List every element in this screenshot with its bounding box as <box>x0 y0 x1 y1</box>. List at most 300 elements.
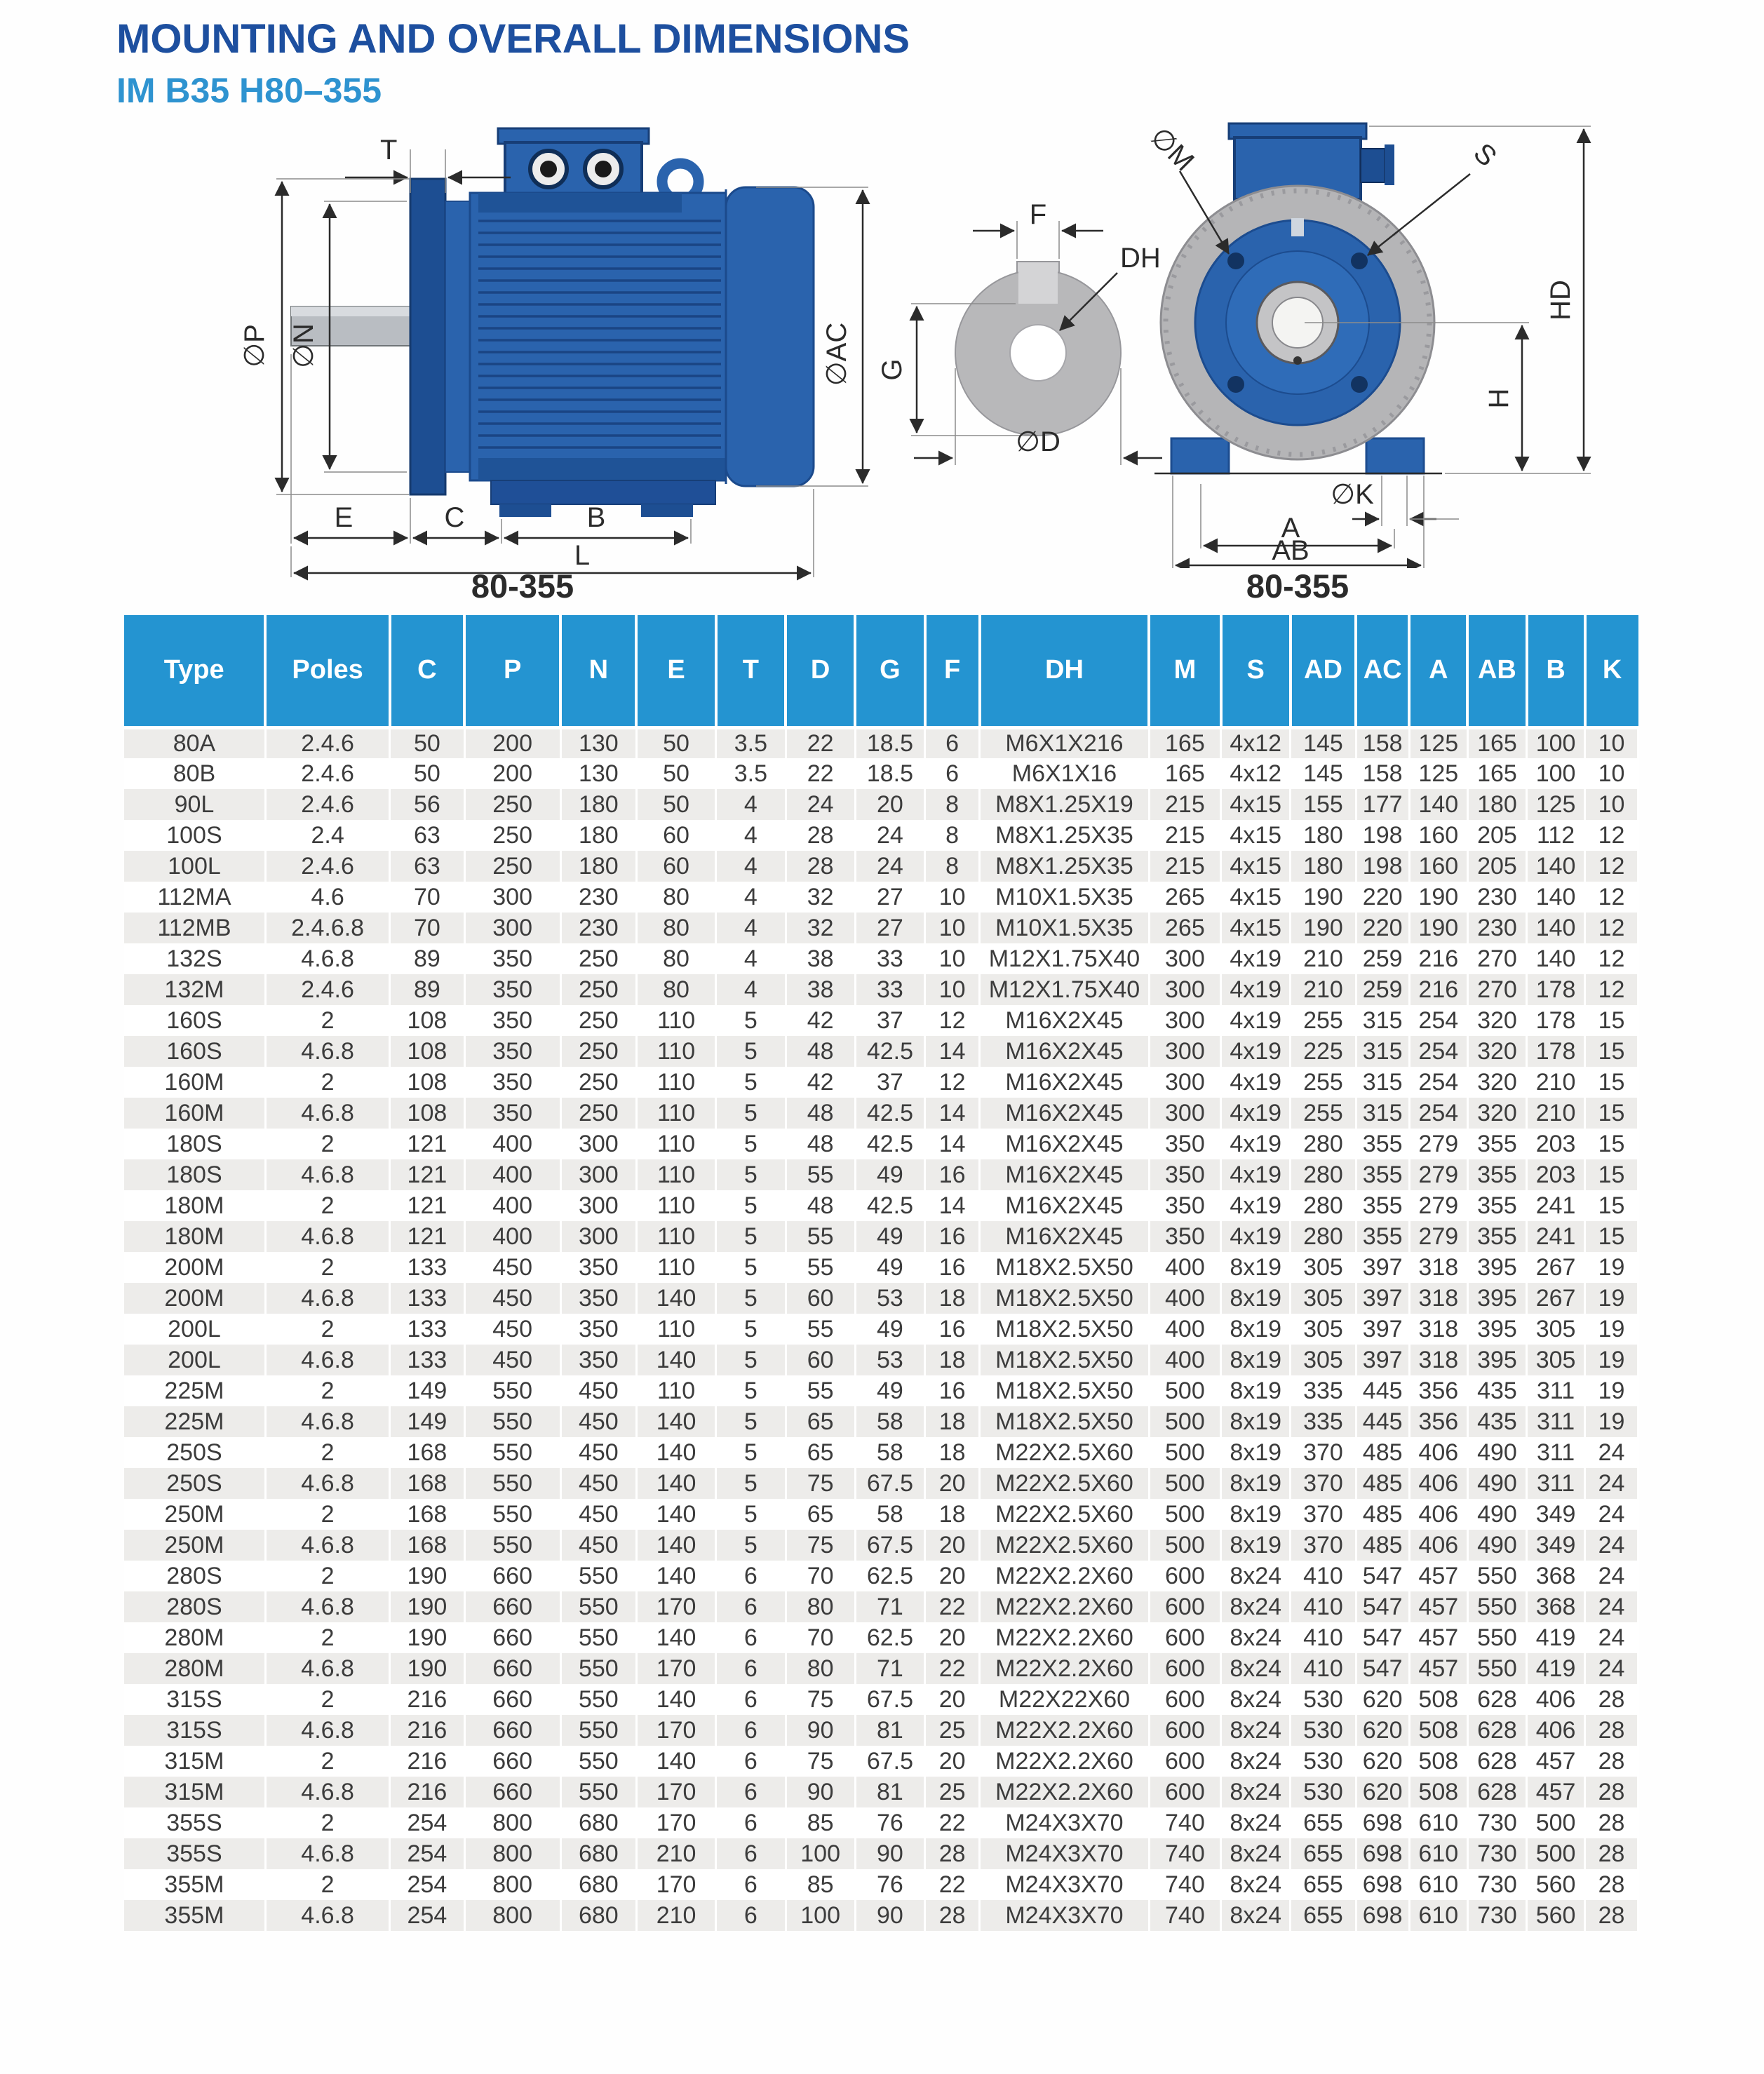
table-cell: 4x19 <box>1221 1221 1291 1252</box>
table-cell: 15 <box>1585 1036 1638 1067</box>
table-cell: 80 <box>636 882 715 913</box>
table-cell: 8x24 <box>1221 1838 1291 1869</box>
table-cell: 90 <box>855 1838 924 1869</box>
table-cell: 110 <box>636 1067 715 1098</box>
table-cell: 600 <box>1149 1561 1220 1591</box>
table-cell: 14 <box>925 1036 980 1067</box>
column-header-a: A <box>1409 615 1467 727</box>
table-row <box>124 758 1638 789</box>
table-row <box>124 1406 1638 1437</box>
table-cell: 6 <box>716 1622 786 1653</box>
table-cell: M22X2.2X60 <box>980 1561 1150 1591</box>
table-cell: 4x12 <box>1221 758 1291 789</box>
table-cell: 450 <box>560 1375 636 1406</box>
table-cell: 63 <box>390 851 464 882</box>
column-header-n: N <box>560 615 636 727</box>
table-cell: 300 <box>560 1190 636 1221</box>
table-cell: 10 <box>925 913 980 943</box>
dim-label-AC: ∅AC <box>821 322 852 386</box>
table-cell: 254 <box>1409 1067 1467 1098</box>
table-cell: 16 <box>925 1314 980 1345</box>
table-cell: 300 <box>1149 1067 1220 1098</box>
table-cell: 550 <box>1467 1653 1526 1684</box>
table-cell: 250 <box>464 851 560 882</box>
table-cell: 10 <box>1585 758 1638 789</box>
table-cell: 450 <box>560 1468 636 1499</box>
table-cell: 180 <box>560 820 636 851</box>
table-cell: 168 <box>390 1468 464 1499</box>
column-header-ad: AD <box>1291 615 1356 727</box>
table-cell: 610 <box>1409 1807 1467 1838</box>
dim-label-C: C <box>444 502 465 533</box>
table-cell: 6 <box>716 1777 786 1807</box>
table-cell: 457 <box>1409 1561 1467 1591</box>
table-cell: 254 <box>1409 1036 1467 1067</box>
table-cell: 250 <box>464 820 560 851</box>
table-cell: M16X2X45 <box>980 1005 1150 1036</box>
table-cell: 2 <box>265 1375 389 1406</box>
table-cell: 125 <box>1409 727 1467 758</box>
table-cell: 22 <box>925 1591 980 1622</box>
table-cell: 110 <box>636 1314 715 1345</box>
table-cell: 140 <box>636 1345 715 1375</box>
table-cell: 255 <box>1291 1005 1356 1036</box>
table-cell: 620 <box>1356 1746 1409 1777</box>
table-cell: 2 <box>265 1437 389 1468</box>
table-cell: 16 <box>925 1159 980 1190</box>
table-cell: 140 <box>636 1499 715 1530</box>
table-cell: 660 <box>464 1653 560 1684</box>
table-cell: 660 <box>464 1622 560 1653</box>
table-cell: 12 <box>1585 913 1638 943</box>
table-cell: 65 <box>786 1437 855 1468</box>
table-cell: 355 <box>1356 1190 1409 1221</box>
table-cell: 100S <box>124 820 265 851</box>
table-row <box>124 1283 1638 1314</box>
table-cell: 110 <box>636 1098 715 1129</box>
table-cell: M22X2.2X60 <box>980 1622 1150 1653</box>
table-cell: 698 <box>1356 1838 1409 1869</box>
table-cell: 216 <box>390 1777 464 1807</box>
table-cell: 178 <box>1527 1005 1585 1036</box>
table-row <box>124 1622 1638 1653</box>
table-cell: 48 <box>786 1036 855 1067</box>
table-cell: 450 <box>560 1437 636 1468</box>
table-cell: 85 <box>786 1869 855 1900</box>
table-cell: 8x19 <box>1221 1406 1291 1437</box>
table-cell: 80 <box>636 943 715 974</box>
table-cell: 300 <box>1149 943 1220 974</box>
table-cell: 6 <box>716 1653 786 1684</box>
table-cell: 318 <box>1409 1252 1467 1283</box>
table-cell: 8x19 <box>1221 1437 1291 1468</box>
table-cell: 410 <box>1291 1561 1356 1591</box>
table-cell: 8x24 <box>1221 1653 1291 1684</box>
table-cell: 132S <box>124 943 265 974</box>
table-cell: 4x15 <box>1221 882 1291 913</box>
table-cell: 158 <box>1356 758 1409 789</box>
table-cell: 320 <box>1467 1005 1526 1036</box>
table-cell: 203 <box>1527 1159 1585 1190</box>
table-cell: 485 <box>1356 1468 1409 1499</box>
table-cell: 4x19 <box>1221 1005 1291 1036</box>
table-cell: 410 <box>1291 1591 1356 1622</box>
table-cell: 550 <box>560 1622 636 1653</box>
table-cell: 410 <box>1291 1653 1356 1684</box>
table-cell: 5 <box>716 1005 786 1036</box>
table-cell: 508 <box>1409 1746 1467 1777</box>
table-cell: 315 <box>1356 1036 1409 1067</box>
table-cell: 62.5 <box>855 1622 924 1653</box>
table-cell: 50 <box>390 727 464 758</box>
table-cell: 610 <box>1409 1869 1467 1900</box>
table-cell: 5 <box>716 1468 786 1499</box>
table-cell: 112MA <box>124 882 265 913</box>
table-cell: 250 <box>560 1098 636 1129</box>
table-cell: 4x19 <box>1221 1129 1291 1159</box>
table-cell: 4x19 <box>1221 974 1291 1005</box>
table-cell: 350 <box>560 1314 636 1345</box>
table-cell: 230 <box>1467 882 1526 913</box>
table-cell: 168 <box>390 1530 464 1561</box>
table-cell: 170 <box>636 1591 715 1622</box>
table-row <box>124 1591 1638 1622</box>
table-cell: 550 <box>560 1777 636 1807</box>
table-cell: 400 <box>1149 1283 1220 1314</box>
table-cell: 255 <box>1291 1067 1356 1098</box>
table-cell: 33 <box>855 974 924 1005</box>
table-cell: 6 <box>925 727 980 758</box>
table-cell: 25 <box>925 1777 980 1807</box>
table-cell: 270 <box>1467 974 1526 1005</box>
table-cell: 406 <box>1409 1530 1467 1561</box>
table-cell: 10 <box>925 882 980 913</box>
table-cell: 55 <box>786 1252 855 1283</box>
table-row <box>124 727 1638 758</box>
table-cell: 178 <box>1527 974 1585 1005</box>
table-cell: 19 <box>1585 1375 1638 1406</box>
table-cell: 4.6.8 <box>265 943 389 974</box>
center-tapped-hole <box>1010 325 1066 381</box>
table-cell: 56 <box>390 789 464 820</box>
column-header-t: T <box>716 615 786 727</box>
table-cell: 160M <box>124 1067 265 1098</box>
table-cell: 335 <box>1291 1375 1356 1406</box>
table-row <box>124 1036 1638 1067</box>
right-foot <box>1366 438 1424 473</box>
table-cell: 48 <box>786 1098 855 1129</box>
table-cell: 600 <box>1149 1591 1220 1622</box>
table-cell: 350 <box>464 1005 560 1036</box>
table-cell: 170 <box>636 1869 715 1900</box>
table-cell: 178 <box>1527 1036 1585 1067</box>
table-cell: 2 <box>265 1684 389 1715</box>
table-cell: 406 <box>1527 1684 1585 1715</box>
table-cell: 112 <box>1527 820 1585 851</box>
table-cell: 3.5 <box>716 758 786 789</box>
table-cell: 445 <box>1356 1406 1409 1437</box>
drain-hole <box>1293 356 1302 365</box>
table-cell: 350 <box>1149 1221 1220 1252</box>
table-cell: 280S <box>124 1561 265 1591</box>
table-cell: 180M <box>124 1190 265 1221</box>
conduit-cap <box>1385 144 1394 185</box>
motor-front-illustration <box>1154 123 1442 473</box>
table-cell: 15 <box>1585 1098 1638 1129</box>
table-cell: 547 <box>1356 1653 1409 1684</box>
table-cell: 12 <box>1585 851 1638 882</box>
table-cell: 24 <box>855 820 924 851</box>
table-cell: M24X3X70 <box>980 1869 1150 1900</box>
table-cell: 254 <box>390 1900 464 1931</box>
table-cell: 680 <box>560 1838 636 1869</box>
table-cell: 730 <box>1467 1900 1526 1931</box>
table-cell: 550 <box>464 1375 560 1406</box>
table-cell: M8X1.25X35 <box>980 820 1150 851</box>
table-cell: 550 <box>1467 1591 1526 1622</box>
table-cell: 300 <box>1149 1036 1220 1067</box>
table-cell: 355S <box>124 1838 265 1869</box>
table-cell: 190 <box>390 1561 464 1591</box>
table-cell: 4.6.8 <box>265 1221 389 1252</box>
table-cell: 410 <box>1291 1622 1356 1653</box>
table-cell: 133 <box>390 1283 464 1314</box>
table-cell: 655 <box>1291 1838 1356 1869</box>
table-cell: 5 <box>716 1314 786 1345</box>
table-cell: 168 <box>390 1499 464 1530</box>
table-cell: 2 <box>265 1622 389 1653</box>
table-cell: 32 <box>786 882 855 913</box>
table-cell: 435 <box>1467 1406 1526 1437</box>
table-cell: 216 <box>390 1715 464 1746</box>
table-cell: 680 <box>560 1869 636 1900</box>
dim-label-P: ∅P <box>239 324 270 368</box>
table-cell: 20 <box>925 1530 980 1561</box>
table-cell: 58 <box>855 1406 924 1437</box>
table-cell: 145 <box>1291 727 1356 758</box>
table-cell: 550 <box>560 1746 636 1777</box>
table-cell: 149 <box>390 1406 464 1437</box>
table-cell: 311 <box>1527 1437 1585 1468</box>
table-cell: 490 <box>1467 1499 1526 1530</box>
table-cell: 680 <box>560 1807 636 1838</box>
table-cell: 20 <box>925 1684 980 1715</box>
column-header-ab: AB <box>1467 615 1526 727</box>
table-cell: 628 <box>1467 1715 1526 1746</box>
table-cell: 250S <box>124 1468 265 1499</box>
table-cell: 355S <box>124 1807 265 1838</box>
table-cell: 5 <box>716 1437 786 1468</box>
table-cell: 190 <box>390 1653 464 1684</box>
table-cell: 140 <box>636 1437 715 1468</box>
table-cell: 4.6.8 <box>265 1900 389 1931</box>
table-cell: 28 <box>1585 1715 1638 1746</box>
table-cell: 80 <box>636 974 715 1005</box>
table-cell: M22X2.2X60 <box>980 1777 1150 1807</box>
table-cell: 315M <box>124 1777 265 1807</box>
dim-label-H: H <box>1483 388 1514 409</box>
table-cell: 24 <box>1585 1530 1638 1561</box>
table-cell: 2 <box>265 1129 389 1159</box>
table-cell: 320 <box>1467 1098 1526 1129</box>
table-cell: 160S <box>124 1005 265 1036</box>
table-cell: 125 <box>1527 789 1585 820</box>
table-cell: 500 <box>1527 1838 1585 1869</box>
table-cell: 254 <box>390 1807 464 1838</box>
table-cell: 2 <box>265 1561 389 1591</box>
table-cell: 485 <box>1356 1437 1409 1468</box>
table-cell: 63 <box>390 820 464 851</box>
column-header-poles: Poles <box>265 615 389 727</box>
table-cell: 547 <box>1356 1561 1409 1591</box>
table-cell: 600 <box>1149 1715 1220 1746</box>
table-row <box>124 1746 1638 1777</box>
table-cell: 22 <box>925 1653 980 1684</box>
table-header-row <box>124 615 1638 727</box>
table-cell: 110 <box>636 1190 715 1221</box>
table-cell: 205 <box>1467 820 1526 851</box>
table-cell: 5 <box>716 1530 786 1561</box>
table-cell: 4x15 <box>1221 820 1291 851</box>
table-cell: 67.5 <box>855 1746 924 1777</box>
table-cell: 75 <box>786 1468 855 1499</box>
table-cell: 397 <box>1356 1314 1409 1345</box>
table-cell: 50 <box>636 789 715 820</box>
table-cell: 400 <box>464 1159 560 1190</box>
table-cell: 8x24 <box>1221 1746 1291 1777</box>
table-cell: 4.6.8 <box>265 1098 389 1129</box>
table-cell: 550 <box>1467 1622 1526 1653</box>
column-header-type: Type <box>124 615 265 727</box>
table-cell: 53 <box>855 1283 924 1314</box>
table-cell: 255 <box>1291 1098 1356 1129</box>
table-cell: 400 <box>1149 1345 1220 1375</box>
table-cell: 250S <box>124 1437 265 1468</box>
dim-label-T: T <box>380 135 398 166</box>
table-cell: 108 <box>390 1005 464 1036</box>
table-cell: 18.5 <box>855 727 924 758</box>
table-cell: M24X3X70 <box>980 1807 1150 1838</box>
table-cell: 370 <box>1291 1468 1356 1499</box>
table-cell: 121 <box>390 1159 464 1190</box>
table-cell: 4x19 <box>1221 1036 1291 1067</box>
table-cell: 4 <box>716 882 786 913</box>
table-cell: 125 <box>1409 758 1467 789</box>
flange-bolt-hole <box>1351 252 1368 269</box>
table-cell: 180 <box>1467 789 1526 820</box>
table-cell: M16X2X45 <box>980 1036 1150 1067</box>
table-cell: 6 <box>716 1900 786 1931</box>
table-cell: 80 <box>636 913 715 943</box>
table-cell: 65 <box>786 1499 855 1530</box>
table-cell: 267 <box>1527 1252 1585 1283</box>
table-cell: 170 <box>636 1807 715 1838</box>
table-cell: 110 <box>636 1129 715 1159</box>
table-cell: 270 <box>1467 943 1526 974</box>
table-cell: 457 <box>1527 1777 1585 1807</box>
table-cell: 318 <box>1409 1345 1467 1375</box>
table-cell: 508 <box>1409 1777 1467 1807</box>
table-cell: 6 <box>716 1715 786 1746</box>
table-cell: 8x19 <box>1221 1252 1291 1283</box>
table-cell: 2.4.6 <box>265 758 389 789</box>
table-cell: 110 <box>636 1221 715 1252</box>
table-cell: 16 <box>925 1252 980 1283</box>
table-cell: 16 <box>925 1375 980 1406</box>
table-cell: 305 <box>1291 1283 1356 1314</box>
table-cell: 350 <box>464 1098 560 1129</box>
table-cell: 350 <box>560 1283 636 1314</box>
table-cell: 110 <box>636 1375 715 1406</box>
side-view-caption: 80-355 <box>471 567 574 605</box>
table-cell: 550 <box>560 1684 636 1715</box>
table-cell: 315S <box>124 1684 265 1715</box>
table-cell: 121 <box>390 1221 464 1252</box>
table-cell: 400 <box>464 1129 560 1159</box>
table-cell: 530 <box>1291 1777 1356 1807</box>
table-cell: 216 <box>1409 943 1467 974</box>
table-cell: 50 <box>390 758 464 789</box>
dim-label-E: E <box>334 502 354 533</box>
table-cell: 100 <box>786 1900 855 1931</box>
column-header-m: M <box>1149 615 1220 727</box>
table-row <box>124 882 1638 913</box>
table-cell: 8x24 <box>1221 1807 1291 1838</box>
table-cell: M8X1.25X19 <box>980 789 1150 820</box>
conduit-stub <box>1361 149 1385 182</box>
table-cell: 368 <box>1527 1561 1585 1591</box>
table-cell: 225M <box>124 1375 265 1406</box>
table-cell: 20 <box>925 1561 980 1591</box>
table-cell: 400 <box>464 1221 560 1252</box>
table-cell: 75 <box>786 1746 855 1777</box>
table-cell: 397 <box>1356 1283 1409 1314</box>
table-cell: 300 <box>464 913 560 943</box>
table-cell: 500 <box>1149 1406 1220 1437</box>
table-cell: 5 <box>716 1345 786 1375</box>
table-cell: 450 <box>560 1406 636 1437</box>
table-cell: 230 <box>560 882 636 913</box>
table-cell: 300 <box>1149 974 1220 1005</box>
table-cell: 32 <box>786 913 855 943</box>
table-cell: 698 <box>1356 1869 1409 1900</box>
flange-spigot <box>445 201 470 472</box>
table-cell: 90 <box>786 1715 855 1746</box>
table-cell: 27 <box>855 913 924 943</box>
table-cell: 660 <box>464 1777 560 1807</box>
table-cell: 350 <box>560 1252 636 1283</box>
table-cell: 60 <box>636 851 715 882</box>
table-cell: 550 <box>464 1530 560 1561</box>
table-row <box>124 1715 1638 1746</box>
table-cell: 210 <box>636 1838 715 1869</box>
dim-label-S: S <box>1467 137 1503 173</box>
table-cell: 280S <box>124 1591 265 1622</box>
table-cell: 200 <box>464 727 560 758</box>
table-cell: 350 <box>1149 1159 1220 1190</box>
table-cell: 250 <box>560 1067 636 1098</box>
table-cell: 8 <box>925 820 980 851</box>
table-cell: M6X1X216 <box>980 727 1150 758</box>
table-cell: 355 <box>1467 1221 1526 1252</box>
table-cell: 450 <box>464 1283 560 1314</box>
table-row <box>124 1530 1638 1561</box>
table-cell: 508 <box>1409 1715 1467 1746</box>
table-row <box>124 1314 1638 1345</box>
table-cell: 628 <box>1467 1746 1526 1777</box>
table-cell: 18 <box>925 1406 980 1437</box>
foot-rail <box>491 480 715 504</box>
